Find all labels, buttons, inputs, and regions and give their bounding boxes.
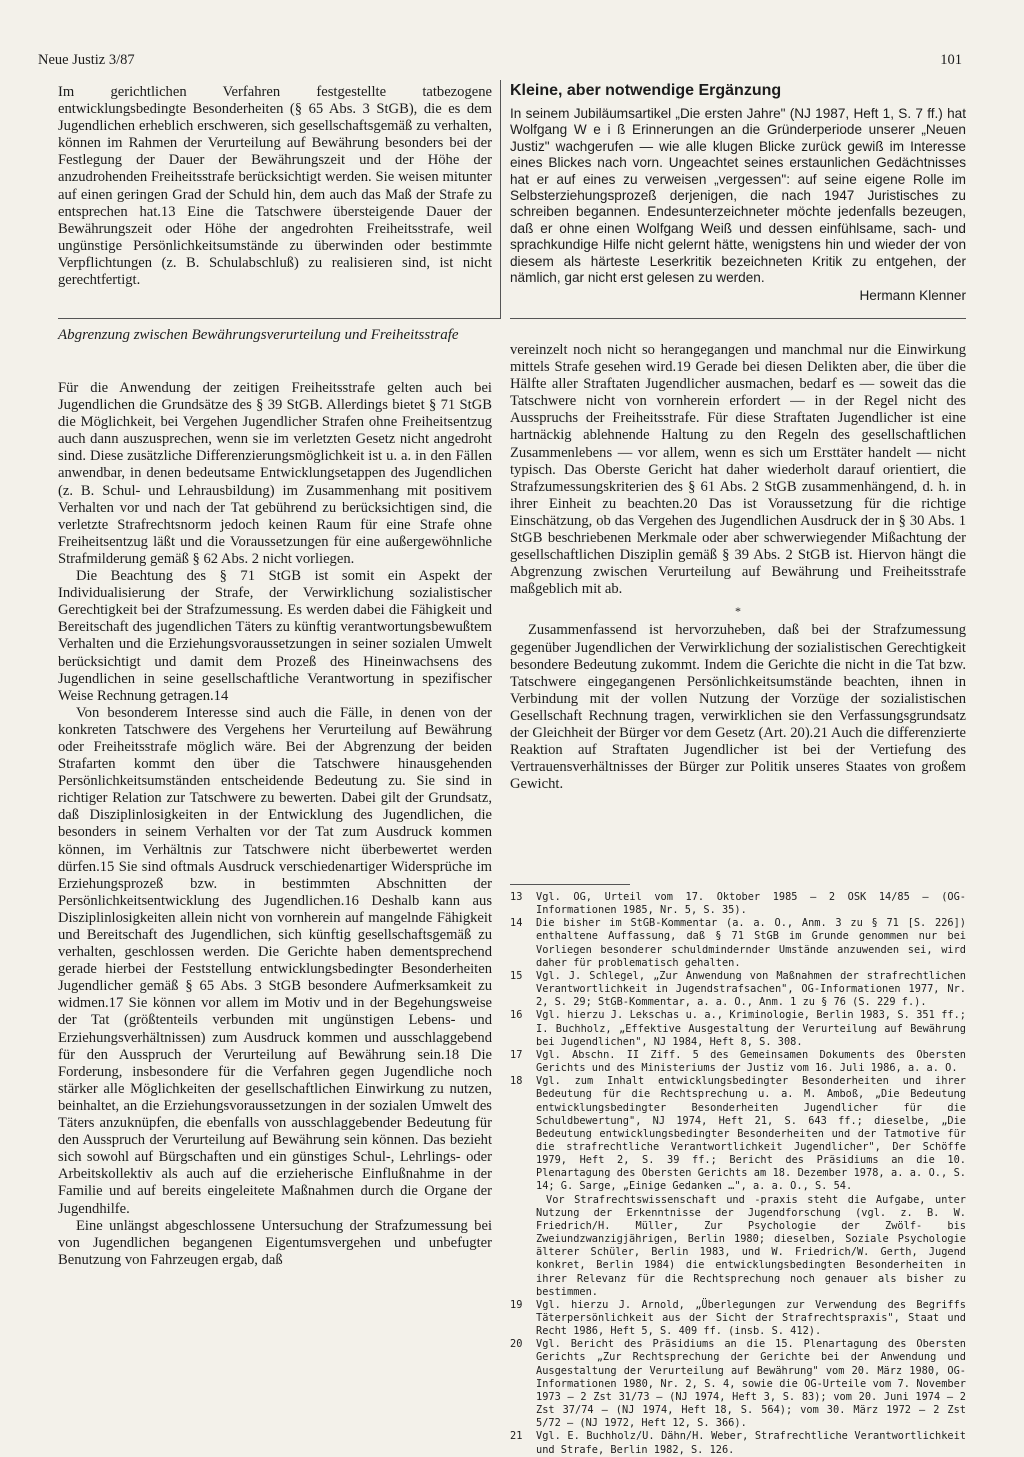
- page-number: 101: [940, 52, 962, 68]
- footnote: 16 Vgl. hierzu J. Lekschas u. a., Kriminologie, Berlin 1983, S. 351 ff.; I. Buchholz, „Effektive Ausgestaltung der Verurteilung auf Bewährung bei Jugendlichen", NJ 1984, Heft 8, S. 308.: [510, 1009, 966, 1048]
- box-text: In seinem Jubiläumsartikel „Die ersten Jahre" (NJ 1987, Heft 1, S. 7 ff.) hat Wolfgang W e i ß Erinnerungen an die Gründerperiode unserer „Neuen Justiz" wachgerufen — wie alle klugen Blicke zurück gewiß im Interesse eines Blickes nach vorn. Ungeachtet seines erstaunlichen Gedächtnisses hat er auf eines zu verweisen „vergessen": auf seine eigene Rolle im Selbsterziehungsprozeß derjenigen, die nach 1947 Juristisches zu schreiben begannen. Endesunterzeichneter möchte jedenfalls bezeugen, daß er ohne einen Wolfgang Weiß und dessen einfühlsame, sach- und sprachkundige Hilfe nicht gelernt hätte, wenigstens hin und wieder der von diesem als härteste Leserkritik bezeichneten Kritik zu entgehen, der nämlich, gar nicht erst gelesen zu werden.: [510, 106, 966, 286]
- box-author: Hermann Klenner: [859, 288, 966, 304]
- footnote: 17 Vgl. Abschn. II Ziff. 5 des Gemeinsamen Dokuments des Obersten Gerichts und des Ministeriums der Justiz vom 16. Juli 1986, a. a. O.: [510, 1048, 966, 1075]
- section-heading: Abgrenzung zwischen Bewährungsverurteilung und Freiheitsstrafe: [58, 327, 459, 343]
- footnote: 19 Vgl. hierzu J. Arnold, „Überlegungen zur Verwendung des Begriffs Täterpersönlichkeit aus der Sicht der Strafrechtspraxis", Staat und Recht 1986, Heft 5, S. 409 ff. (insb. S. 412).: [510, 1298, 966, 1338]
- journal-title: Neue Justiz 3/87: [38, 52, 135, 68]
- footnote-rule: [510, 884, 630, 885]
- left-column-top: [58, 84, 492, 289]
- paragraph: Zusammenfassend ist hervorzuheben, daß bei der Strafzumessung gegenüber Jugendlichen der Verwirklichung der sozialistischen Gerechtigkeit besondere Bedeutung zukommt. Indem die Gerichte die nicht in die Tat bzw. Tatschwere eingegangenen Persönlichkeitsumstände beachten, ihnen in Verbindung mit der vollen Nutzung der Vorzüge der sozialistischen Gesellschaft Rechnung tragen, verwirklichen sie den Verfassungsgrundsatz der Gleichheit der Bürger vor dem Gesetz (Art. 20).21 Auch die differenzierte Reaktion auf Straftaten Jugendlicher ist bei der Vertiefung des Vertrauensverhältnisses der Bürger zur Politik unseres Staates von großem Gewicht.: [510, 622, 966, 793]
- section-separator: *: [735, 604, 741, 619]
- footnote-continuation: Vor Strafrechtswissenschaft und -praxis steht die Aufgabe, unter Nutzung der Erkenntnisse der Jugendforschung (vgl. z. B. W. Friedrich/H. Müller, Zur Psychologie der Zwölf- bis Zweiundzwanzigjährigen, Berlin 1980; dieselben, Soziale Psychologie älterer Schüler, Berlin 1983, und W. Friedrich/W. Gerth, Jugend konkret, Berlin 1984) die entwicklungsbedingten Besonderheiten in ihrer Relevanz für die Rechtsprechung noch genauer als bisher zu bestimmen.: [536, 1193, 966, 1298]
- paragraph: Im gerichtlichen Verfahren festgestellte tatbezogene entwicklungsbedingte Besonderheiten (§ 65 Abs. 3 StGB), die es dem Jugendlichen erheblich erschweren, sich gesellschaftsgemäß zu verhalten, können im Rahmen der Verurteilung auf Bewährung besonders bei der Festlegung der Dauer der Bewährungszeit und der Höhe der anzudrohenden Freiheitsstrafe berücksichtigt werden. Sie weisen mitunter auf einen geringen Grad der Schuld hin, dem auch das Maß der Strafe zu entsprechen hat.13 Eine die Tatschwere übersteigende Dauer der Bewährungszeit oder Höhe der angedrohten Freiheitsstrafe, weil ungünstige Persönlichkeitsumstände zu überwinden oder bestimmte Verpflichtungen (z. B. Schulabschluß) zu realisieren sind, ist nicht gerechtfertigt.: [58, 84, 492, 289]
- paragraph: Eine unlängst abgeschlossene Untersuchung der Strafzumessung bei von Jugendlichen begangenen Eigentumsvergehen und unbefugter Benutzung von Fahrzeugen ergab, daß: [58, 1217, 492, 1268]
- footnote: 18 Vgl. zum Inhalt entwicklungsbedingter Besonderheiten und ihrer Bedeutung für die Rechtsprechung u. a. M. Amboß, „Die Bedeutung entwicklungsbedingter Besonderheiten Jugendlicher für die Schuldbewertung", NJ 1974, Heft 21, S. 643 ff.; dieselbe, „Die Bedeutung entwicklungsbedingter Besonderheiten und der Tatmotive für die strafrechtliche Verantwortlichkeit Jugendlicher", Der Schöffe 1979, Heft 2, S. 39 ff.; Bericht des Präsidiums an die 10. Plenartagung des Obersten Gerichts am 18. Dezember 1978, a. a. O., S. 14; G. Sarge, „Einige Gedanken …", a. a. O., S. 54.: [510, 1075, 966, 1193]
- left-column-body: [58, 380, 492, 1269]
- column-divider: [500, 80, 501, 318]
- paragraph: vereinzelt noch nicht so herangegangen und manchmal nur die Einwirkung mittels Strafe gesehen wird.19 Gerade bei diesen Delikten aber, die über die Hälfte aller Straftaten Jugendlicher ausmachen, bedarf es — soweit das die Tatschwere nicht von vornherein erfordert — in der Regel nicht des Ausspruchs der Freiheitsstrafe. Für diese Straftaten Jugendlicher ist eine hartnäckig ablehnende Haltung zu den Regeln des gesellschaftlichen Zusammenlebens — vor allem, wenn es sich um Ersttäter handelt — nicht typisch. Das Oberste Gericht hat daher wiederholt darauf orientiert, die Strafzumessungskriterien des § 61 Abs. 2 StGB zusammenhängend, d. h. in ihrer Einheit zu beachten.20 Das ist Voraussetzung für die richtige Einschätzung, ob das Vergehen des Jugendlichen Ausdruck der in § 30 Abs. 1 StGB beschriebenen Merkmale oder aber schwerwiegender Mißachtung der gesellschaftlichen Disziplin gemäß § 39 Abs. 2 StGB ist. Hiervon hängt die Abgrenzung zwischen Verurteilung auf Bewährung und Freiheitsstrafe maßgeblich mit ab.: [510, 342, 966, 598]
- box-title: Kleine, aber notwendige Ergänzung: [510, 82, 782, 99]
- footnote: 20 Vgl. Bericht des Präsidiums an die 15. Plenartagung des Obersten Gerichts „Zur Rechtsprechung der Gerichte bei der Anwendung und Ausgestaltung der Verurteilung auf Bewährung" vom 20. März 1980, OG-Informationen 1980, Nr. 2, S. 4, sowie die OG-Urteile vom 7. November 1973 — 2 Zst 31/73 — (NJ 1974, Heft 3, S. 83); vom 20. Juni 1974 — 2 Zst 37/74 — (NJ 1974, Heft 18, S. 564); vom 30. März 1972 — 2 Zst 5/72 — (NJ 1972, Heft 12, S. 366).: [510, 1338, 966, 1430]
- footnote: 14 Die bisher im StGB-Kommentar (a. a. O., Anm. 3 zu § 71 [S. 226]) enthaltene Auffassung, daß § 71 StGB im Grunde genommen nur bei Vorliegen besonderer schuldmindernder Umstände anzuwenden sei, wird daher für problematisch gehalten.: [510, 917, 966, 969]
- section-rule-left: [58, 318, 501, 319]
- right-column-body: [510, 342, 966, 793]
- paragraph: Für die Anwendung der zeitigen Freiheitsstrafe gelten auch bei Jugendlichen die Grundsätze des § 39 StGB. Allerdings bietet § 71 StGB die Möglichkeit, bei Vergehen Jugendlicher Strafen ohne Freiheitsentzug auch dann auszusprechen, wenn sie im verletzten Gesetz nicht angedroht sind. Diese zusätzliche Differenzierungsmöglichkeit ist u. a. in den Fällen anwendbar, in denen bedeutsame Entwicklungsetappen des Jugendlichen (z. B. Schul- und Lehrausbildung) im Zusammenhang mit positivem Verhalten vor und nach der Tat gebührend zu berücksichtigen sind, die verletzte Strafrechtsnorm jedoch keinen Raum für eine Strafe ohne Freiheitsentzug läßt und die Voraussetzungen für eine außergewöhnliche Strafmilderung gemäß § 62 Abs. 2 nicht vorliegen.: [58, 380, 492, 567]
- paragraph: Von besonderem Interesse sind auch die Fälle, in denen von der konkreten Tatschwere des Vergehens her Verurteilung auf Bewährung oder Freiheitsstrafe möglich wäre. Bei der Abgrenzung der beiden Strafarten kommt den über die Tatschwere hinausgehenden Persönlichkeitsumständen entscheidende Bedeutung zu. Sie sind in richtiger Relation zur Tatschwere zu bewerten. Dabei gilt der Grundsatz, daß Disziplinlosigkeiten in der Entwicklung des Jugendlichen, die besonders in seinem Verhalten vor der Tat zum Ausdruck kommen können, im Verhältnis zur Tatschwere nicht überbewertet werden dürfen.15 Sie sind oftmals Ausdruck verschiedenartiger Widersprüche im Erziehungsprozeß bzw. in bestimmten Abschnitten der Persönlichkeitsentwicklung des Jugendlichen.16 Deshalb kann aus Disziplinlosigkeiten allein nicht von vornherein auf mangelnde Fähigkeit und Bereitschaft des Jugendlichen, sich künftig gesellschaftsgemäß zu verhalten, geschlossen werden. Die Gerichte haben dementsprechend gerade hierbei der Feststellung entwicklungsbedingter Besonderheiten Jugendlicher gemäß § 65 Abs. 3 StGB besondere Aufmerksamkeit zu widmen.17 Sie können vor allem im Motiv und in der Begehungsweise der Tat (größtenteils verbunden mit ungünstigen Lebens- und Erziehungsverhältnissen) zum Ausdruck kommen und ausschlaggebend für den Ausspruch der Verurteilung auf Bewährung sein.18 Die Forderung, insbesondere für die Verfahren gegen Jugendliche noch stärker alle Möglichkeiten der gesellschaftlichen Einwirkung zu nutzen, beinhaltet, an die Erziehungsvoraussetzungen in der sozialen Umwelt des Täters anzuknüpfen, die ebenfalls von ausschlaggebender Bedeutung für den Ausspruch der Verurteilung auf Bewährung sein können. Das bezieht sich sowohl auf Bürgschaften und ein günstiges Schul-, Lehrlings- oder Arbeitskollektiv als auch auf die erzieherische Einflußnahme in der Familie und auf bereits eingeleitete Maßnahmen durch die Organe der Jugendhilfe.: [58, 704, 492, 1217]
- section-rule-right: [510, 318, 966, 319]
- running-header: [38, 52, 962, 72]
- footnotes: [510, 884, 966, 1457]
- footnote: 15 Vgl. J. Schlegel, „Zur Anwendung von Maßnahmen der strafrechtlichen Verantwortlichkeit in Jugendstrafsachen", OG-Informationen 1977, Nr. 2, S. 29; StGB-Kommentar, a. a. O., Anm. 1 zu § 76 (S. 229 f.).: [510, 969, 966, 1009]
- paragraph: Die Beachtung des § 71 StGB ist somit ein Aspekt der Individualisierung der Strafe, der Verwirklichung sozialistischer Gerechtigkeit bei der Strafzumessung. Es werden dabei die Fähigkeit und Bereitschaft des jugendlichen Täters zu künftig verantwortungsbewußtem Verhalten und die Erziehungsvoraussetzungen in seiner sozialen Umwelt berücksichtigt und damit dem Prozeß des Hineinwachsens des Jugendlichen in seine gesellschaftliche Verantwortung in spezifischer Weise Rechnung getragen.14: [58, 568, 492, 704]
- sidebar-box: [510, 82, 966, 303]
- footnote: 21 Vgl. E. Buchholz/U. Dähn/H. Weber, Strafrechtliche Verantwortlichkeit und Strafe, Berlin 1982, S. 126.: [510, 1430, 966, 1456]
- footnote: 13 Vgl. OG, Urteil vom 17. Oktober 1985 — 2 OSK 14/85 — (OG-Informationen 1985, Nr. 5, S. 35).: [510, 891, 966, 917]
